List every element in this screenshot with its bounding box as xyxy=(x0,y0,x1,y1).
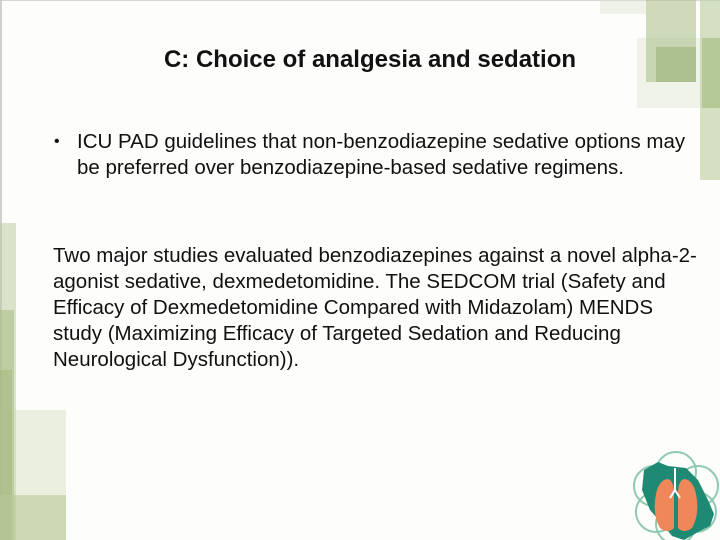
bullet-text: ICU PAD guidelines that non-benzodiazepine sedative options may be preferred over benzodiazepine-based sedative regimens. xyxy=(77,130,686,179)
bullet-marker: • xyxy=(54,133,60,150)
decorative-tile xyxy=(0,495,66,540)
body-paragraph: Two major studies evaluated benzodiazepines against a novel alpha-2-agonist sedative, dexmedetomidine. The SEDCOM trial (Safety and Efficacy of Dexmedetomidine Compared with Midazolam) MENDS study (Maximizing Efficacy of Targeted Sedation and Reducing Neurological Dysfunction)). xyxy=(53,244,697,371)
bullet-list xyxy=(54,129,694,181)
lungs-map-logo-icon xyxy=(628,450,720,540)
bullet-item xyxy=(54,129,694,181)
decorative-tile xyxy=(600,0,646,14)
slide-title: C: Choice of analgesia and sedation xyxy=(163,46,577,73)
